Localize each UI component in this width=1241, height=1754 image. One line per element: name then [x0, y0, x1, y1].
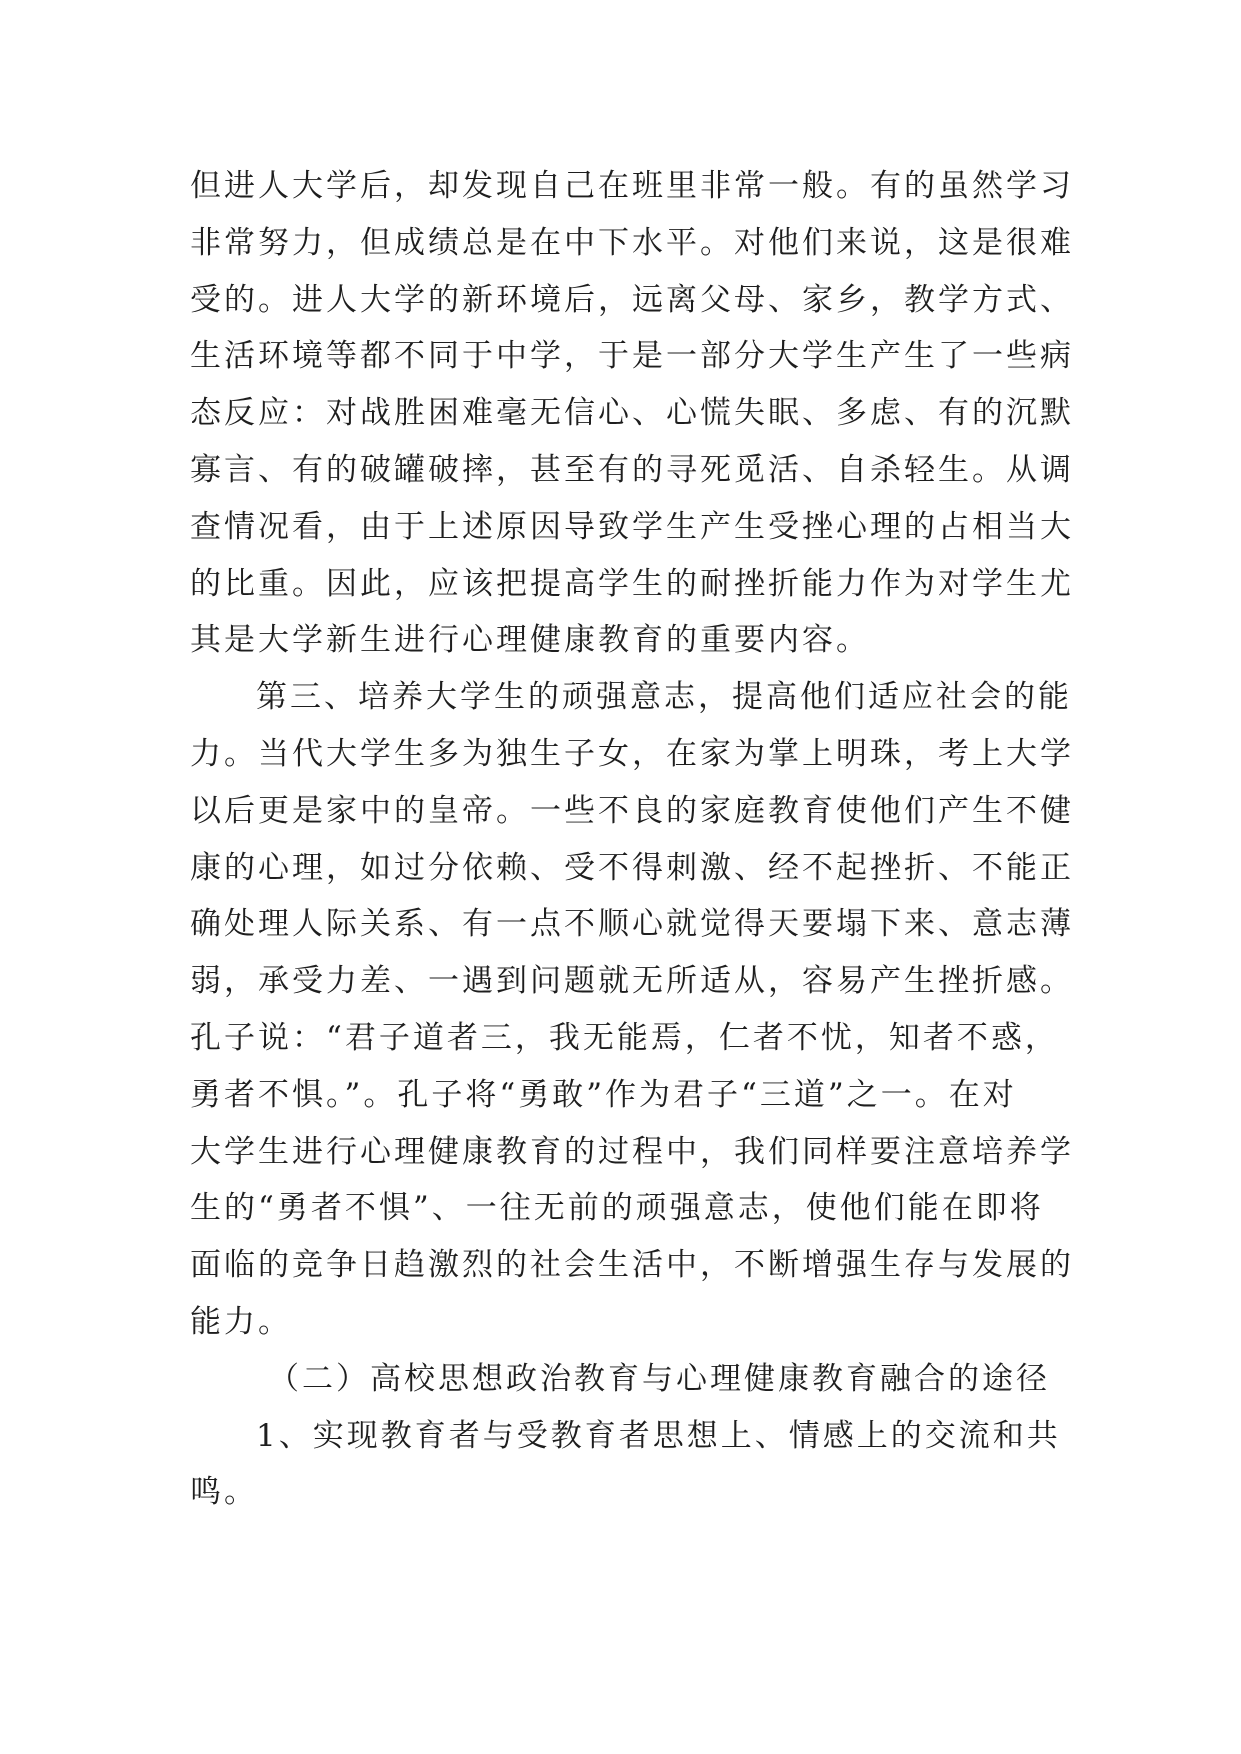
- text-line: 受的。进人大学的新环境后，远离父母、家乡，教学方式、: [190, 281, 1074, 318]
- paragraph: [190, 669, 1074, 1351]
- text-line: 查情况看，由于上述原因导致学生产生受挫心理的占相当大: [190, 508, 1074, 545]
- document-body: [190, 158, 1074, 1521]
- text-line: 其是大学新生进行心理健康教育的重要内容。: [190, 622, 870, 659]
- text-line: 生的“勇者不惧”、一往无前的顽强意志，使他们能在即将: [190, 1190, 1044, 1227]
- text-line: 大学生进行心理健康教育的过程中，我们同样要注意培养学: [190, 1133, 1074, 1170]
- text-line: 生活环境等都不同于中学，于是一部分大学生产生了一些病: [190, 338, 1074, 375]
- text-line: 弱，承受力差、一遇到问题就无所适从，容易产生挫折感。: [190, 963, 1074, 1000]
- text-line: 面临的竞争日趋激烈的社会生活中，不断增强生存与发展的: [190, 1247, 1074, 1284]
- text-line: 态反应：对战胜困难毫无信心、心慌失眠、多虑、有的沉默: [190, 395, 1074, 432]
- text-line: 确处理人际关系、有一点不顺心就觉得天要塌下来、意志薄: [190, 906, 1074, 943]
- text-line: 非常努力，但成绩总是在中下水平。对他们来说，这是很难: [190, 224, 1074, 261]
- text-line: 1、实现教育者与受教育者思想上、情感上的交流和共: [256, 1417, 1061, 1454]
- section-heading: （二）高校思想政治教育与心理健康教育融合的途径: [268, 1360, 1050, 1397]
- text-line: 但进人大学后，却发现自己在班里非常一般。有的虽然学习: [190, 168, 1074, 204]
- text-line: 寡言、有的破罐破摔，甚至有的寻死觅活、自杀轻生。从调: [190, 451, 1074, 488]
- text-line: 力。当代大学生多为独生子女，在家为掌上明珠，考上大学: [190, 735, 1074, 772]
- text-line: 的比重。因此，应该把提高学生的耐挫折能力作为对学生尤: [190, 565, 1074, 602]
- text-line: 勇者不惧。”。孔子将“勇敢”作为君子“三道”之一。在对: [190, 1076, 1017, 1113]
- text-line: 第三、培养大学生的顽强意志，提高他们适应社会的能: [256, 679, 1072, 716]
- text-line: 鸣。: [190, 1474, 258, 1511]
- paragraph: [190, 158, 1074, 669]
- text-line: 康的心理，如过分依赖、受不得刺激、经不起挫折、不能正: [190, 849, 1074, 886]
- text-line: 孔子说：“君子道者三，我无能焉，仁者不忧，知者不惑，: [190, 1019, 1059, 1056]
- paragraph: [190, 1408, 1070, 1522]
- text-line: 能力。: [190, 1303, 292, 1340]
- text-line: 以后更是家中的皇帝。一些不良的家庭教育使他们产生不健: [190, 792, 1074, 829]
